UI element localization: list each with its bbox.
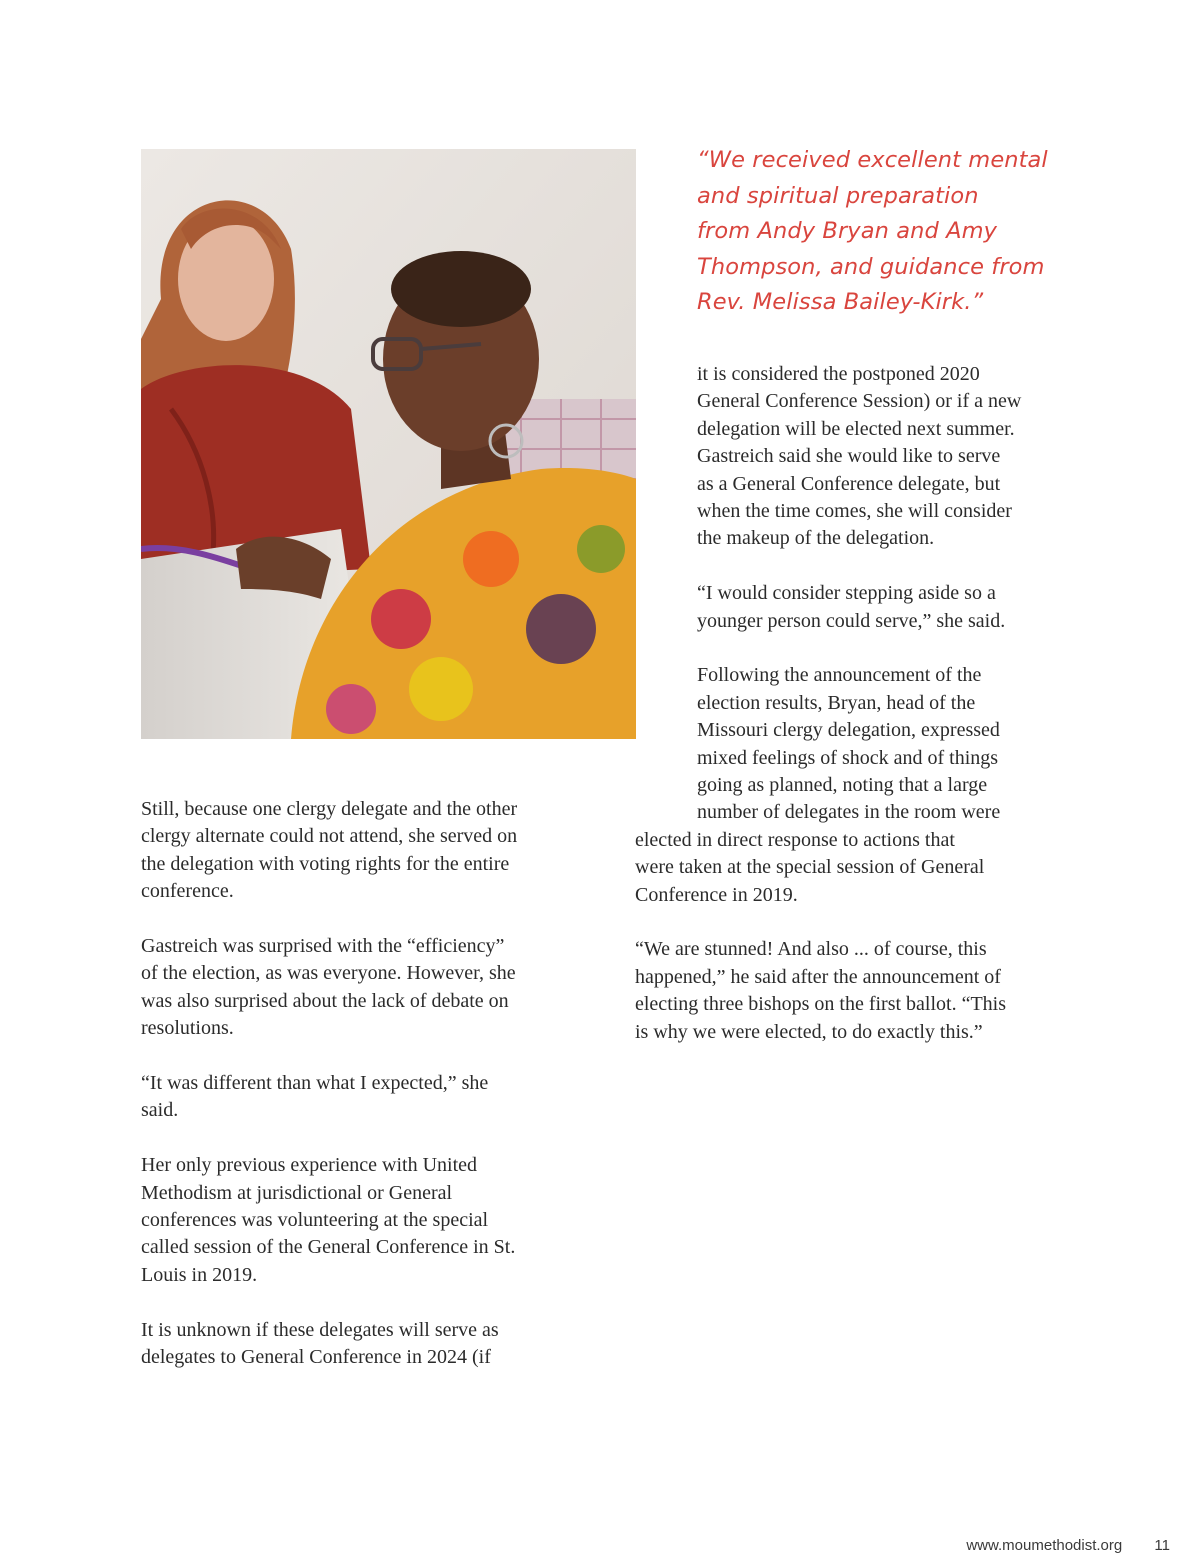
paragraph <box>141 933 581 1043</box>
text-line: “We are stunned! And also ... of course, this <box>635 938 987 961</box>
text-line: conferences was volunteering at the special <box>141 1209 489 1232</box>
text-line: “It was different than what I expected,” she <box>141 1072 489 1095</box>
pull-quote <box>697 143 1077 321</box>
paragraph <box>697 580 1077 635</box>
text-line: Gastreich said she would like to serve <box>697 445 1001 468</box>
text-line: Still, because one clergy delegate and the other <box>141 798 518 820</box>
text-line: Methodism at jurisdictional or General <box>141 1181 453 1204</box>
text-line: mixed feelings of shock and of things <box>697 746 999 769</box>
paragraph <box>141 1070 581 1125</box>
paragraph <box>141 1317 581 1372</box>
text-line: as a General Conference delegate, but <box>697 472 1001 495</box>
text-line: conference. <box>141 880 234 903</box>
left-text-column <box>141 796 581 1399</box>
paragraph <box>635 662 1077 909</box>
text-line: when the time comes, she will consider <box>697 500 1012 523</box>
text-line: resolutions. <box>141 1017 234 1040</box>
delegates-photo <box>141 149 636 739</box>
text-line: delegates to General Conference in 2024 (if <box>141 1346 491 1369</box>
text-line: happened,” he said after the announcement of <box>635 965 1001 988</box>
text-line: of the election, as was everyone. However, she <box>141 962 516 985</box>
text-line: the makeup of the delegation. <box>697 527 935 550</box>
text-line: election results, Bryan, head of the <box>697 691 976 714</box>
text-line: elected in direct response to actions that <box>635 828 955 851</box>
text-line: younger person could serve,” she said. <box>697 609 1006 632</box>
text-line: going as planned, noting that a large <box>697 774 988 797</box>
text-line: was also surprised about the lack of debate on <box>141 989 509 1012</box>
text-line: Her only previous experience with United <box>141 1154 478 1177</box>
page-footer <box>966 1537 1170 1554</box>
right-text-column <box>635 361 1077 1074</box>
paragraph <box>141 796 581 906</box>
text-line: delegation will be elected next summer. <box>697 417 1015 440</box>
text-line: General Conference Session) or if a new <box>697 390 1022 413</box>
delegates-photo-illustration <box>141 149 636 739</box>
text-line: said. <box>141 1099 179 1122</box>
text-line: the delegation with voting rights for the entire <box>141 852 510 875</box>
text-line: Gastreich was surprised with the “efficiency” <box>141 935 505 958</box>
text-line: Following the announcement of the <box>697 664 982 687</box>
pull-quote-line: and spiritual preparation <box>697 182 979 209</box>
text-line: electing three bishops on the first ballot. “This <box>635 993 1007 1016</box>
text-line: it is considered the postponed 2020 <box>697 363 980 385</box>
text-line: It is unknown if these delegates will serve as <box>141 1318 499 1341</box>
paragraph <box>635 936 1077 1046</box>
pull-quote-line: Thompson, and guidance from <box>697 253 1045 280</box>
text-line: were taken at the special session of General <box>635 856 985 879</box>
paragraph <box>141 1152 581 1289</box>
text-line: clergy alternate could not attend, she served on <box>141 825 518 848</box>
text-line: “I would consider stepping aside so a <box>697 582 996 605</box>
pull-quote-line: from Andy Bryan and Amy <box>697 218 998 244</box>
paragraph <box>697 361 1077 553</box>
pull-quote-line: Rev. Melissa Bailey-Kirk.” <box>697 289 984 315</box>
text-line: called session of the General Conference in St. <box>141 1236 516 1259</box>
text-line: Louis in 2019. <box>141 1263 258 1286</box>
text-line: Conference in 2019. <box>635 883 798 906</box>
website-url: www.moumethodist.org <box>966 1537 1123 1554</box>
text-line: is why we were elected, to do exactly this.” <box>635 1020 983 1043</box>
page-number: 11 <box>1154 1537 1170 1554</box>
text-line: Missouri clergy delegation, expressed <box>697 719 1000 742</box>
text-line: number of delegates in the room were <box>697 801 1001 824</box>
pull-quote-line: “We received excellent mental <box>697 147 1048 173</box>
